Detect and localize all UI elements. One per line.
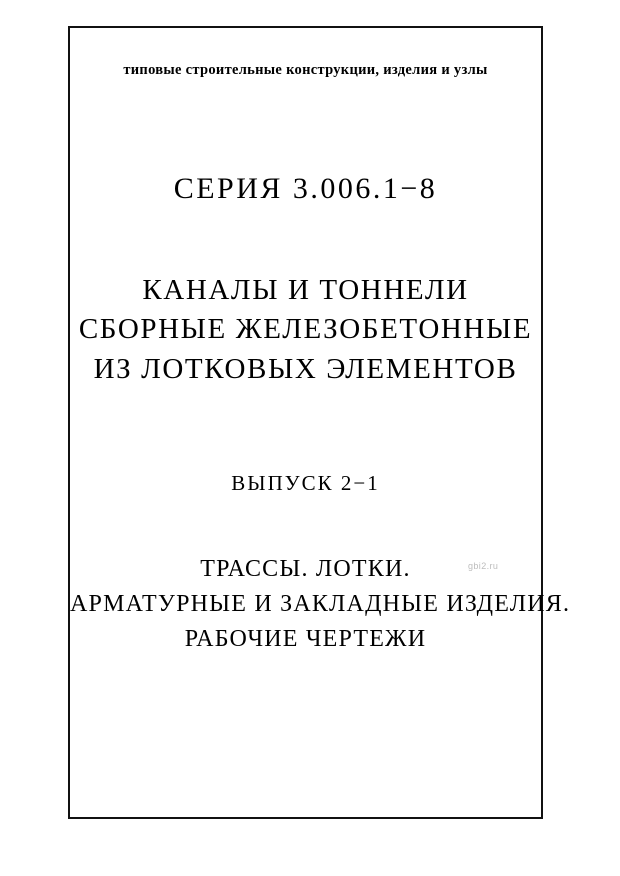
subtitle-line: РАБОЧИЕ ЧЕРТЕЖИ [184, 626, 427, 653]
title-line: СБОРНЫЕ ЖЕЛЕЗОБЕТОННЫЕ [78, 313, 533, 346]
document-title [70, 271, 541, 389]
watermark-text: gbi2.ru [468, 561, 499, 571]
title-line: ИЗ ЛОТКОВЫХ ЭЛЕМЕНТОВ [93, 352, 518, 385]
document-kicker: типовые строительные конструкции, изделия и узлы [123, 62, 488, 78]
subtitle-line: ТРАССЫ. ЛОТКИ. [200, 556, 411, 582]
subtitle-line: АРМАТУРНЫЕ И ЗАКЛАДНЫЕ ИЗДЕЛИЯ. [70, 591, 571, 618]
cover-content [70, 28, 571, 817]
title-line: КАНАЛЫ И ТОННЕЛИ [142, 274, 469, 306]
issue-number: ВЫПУСК 2−1 [231, 471, 380, 495]
series-number: СЕРИЯ 3.006.1−8 [173, 172, 438, 205]
cover-border-frame [68, 26, 571, 819]
